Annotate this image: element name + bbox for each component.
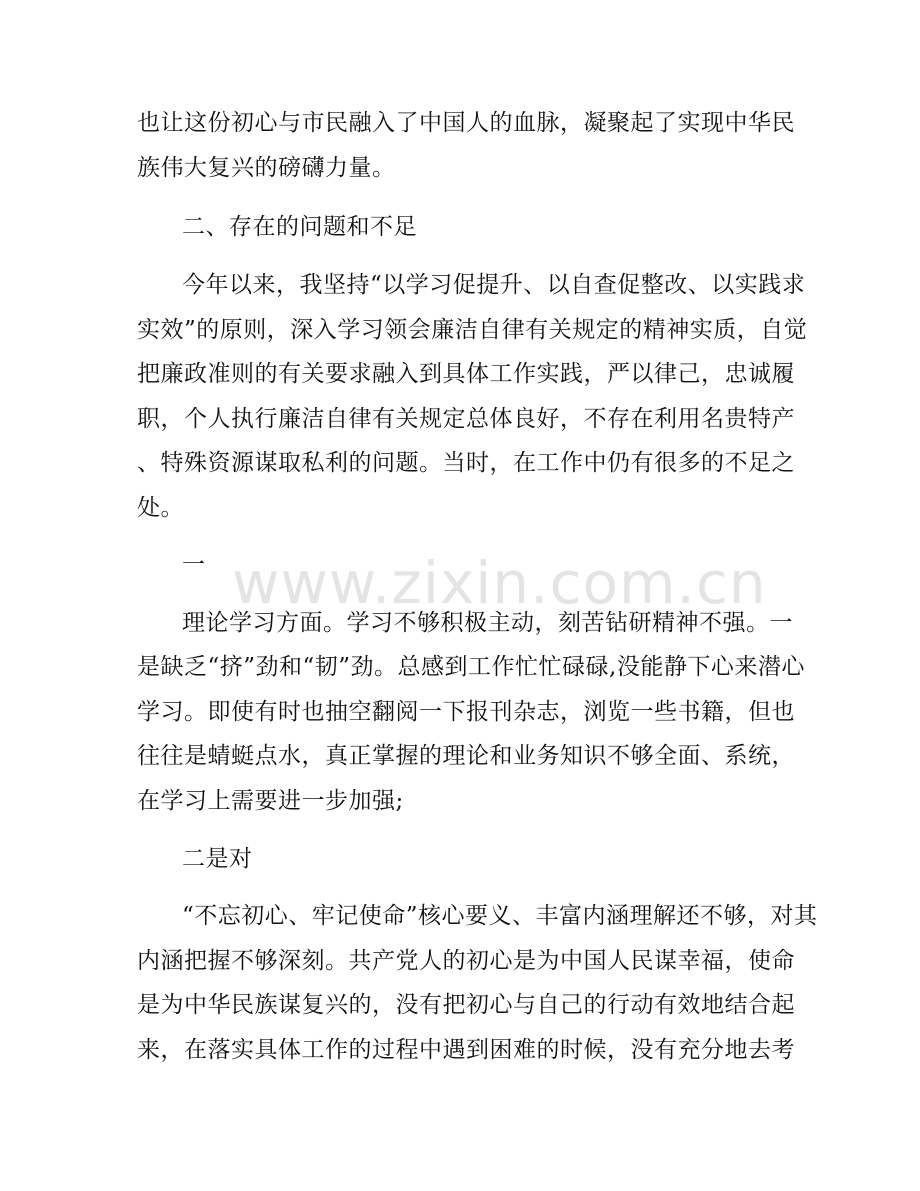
list-marker: 一 bbox=[182, 552, 206, 578]
paragraph-line: 往往是蜻蜓点水，真正掌握的理论和业务知识不够全面、系统， bbox=[137, 743, 795, 769]
paragraph-line: 学习。即使有时也抽空翻阅一下报刊杂志，浏览一些书籍，但也 bbox=[137, 699, 795, 725]
paragraph-line: 实效”的原则，深入学习领会廉洁自律有关规定的精神实质，自觉 bbox=[137, 317, 808, 343]
watermark: www.zixin.com.cn bbox=[232, 549, 767, 617]
list-marker: 二是对 bbox=[182, 846, 253, 872]
paragraph-line: 族伟大复兴的磅礴力量。 bbox=[137, 155, 396, 181]
paragraph-line: 、特殊资源谋取私利的问题。当时，在工作中仍有很多的不足之 bbox=[137, 450, 795, 476]
paragraph-line: 是缺乏“挤”劲和“韧”劲。总感到工作忙忙碌碌,没能静下心来潜心 bbox=[137, 654, 805, 680]
paragraph-line: 职，个人执行廉洁自律有关规定总体良好，不存在利用名贵特产 bbox=[137, 406, 795, 432]
paragraph-line: 把廉政准则的有关要求融入到具体工作实践，严以律己，忠诚履 bbox=[137, 361, 795, 387]
paragraph-line: 是为中华民族谋复兴的，没有把初心与自己的行动有效地结合起 bbox=[137, 992, 795, 1018]
paragraph-line: 在学习上需要进一步加强; bbox=[137, 788, 404, 814]
paragraph-line: 理论学习方面。学习不够积极主动，刻苦钻研精神不强。一 bbox=[182, 610, 793, 636]
paragraph-line: 今年以来，我坚持“以学习促提升、以自查促整改、以实践求 bbox=[182, 272, 806, 298]
paragraph-line: 内涵把握不够深刻。共产党人的初心是为中国人民谋幸福，使命 bbox=[137, 948, 795, 974]
paragraph-line: 处。 bbox=[137, 495, 184, 521]
paragraph-line: 来，在落实具体工作的过程中遇到困难的时候，没有充分地去考 bbox=[137, 1037, 795, 1063]
paragraph-line: “不忘初心、牢记使命”核心要义、丰富内涵理解还不够，对其 bbox=[182, 903, 818, 929]
section-heading: 二、存在的问题和不足 bbox=[182, 214, 417, 240]
paragraph-line: 也让这份初心与市民融入了中国人的血脉，凝聚起了实现中华民 bbox=[137, 110, 795, 136]
